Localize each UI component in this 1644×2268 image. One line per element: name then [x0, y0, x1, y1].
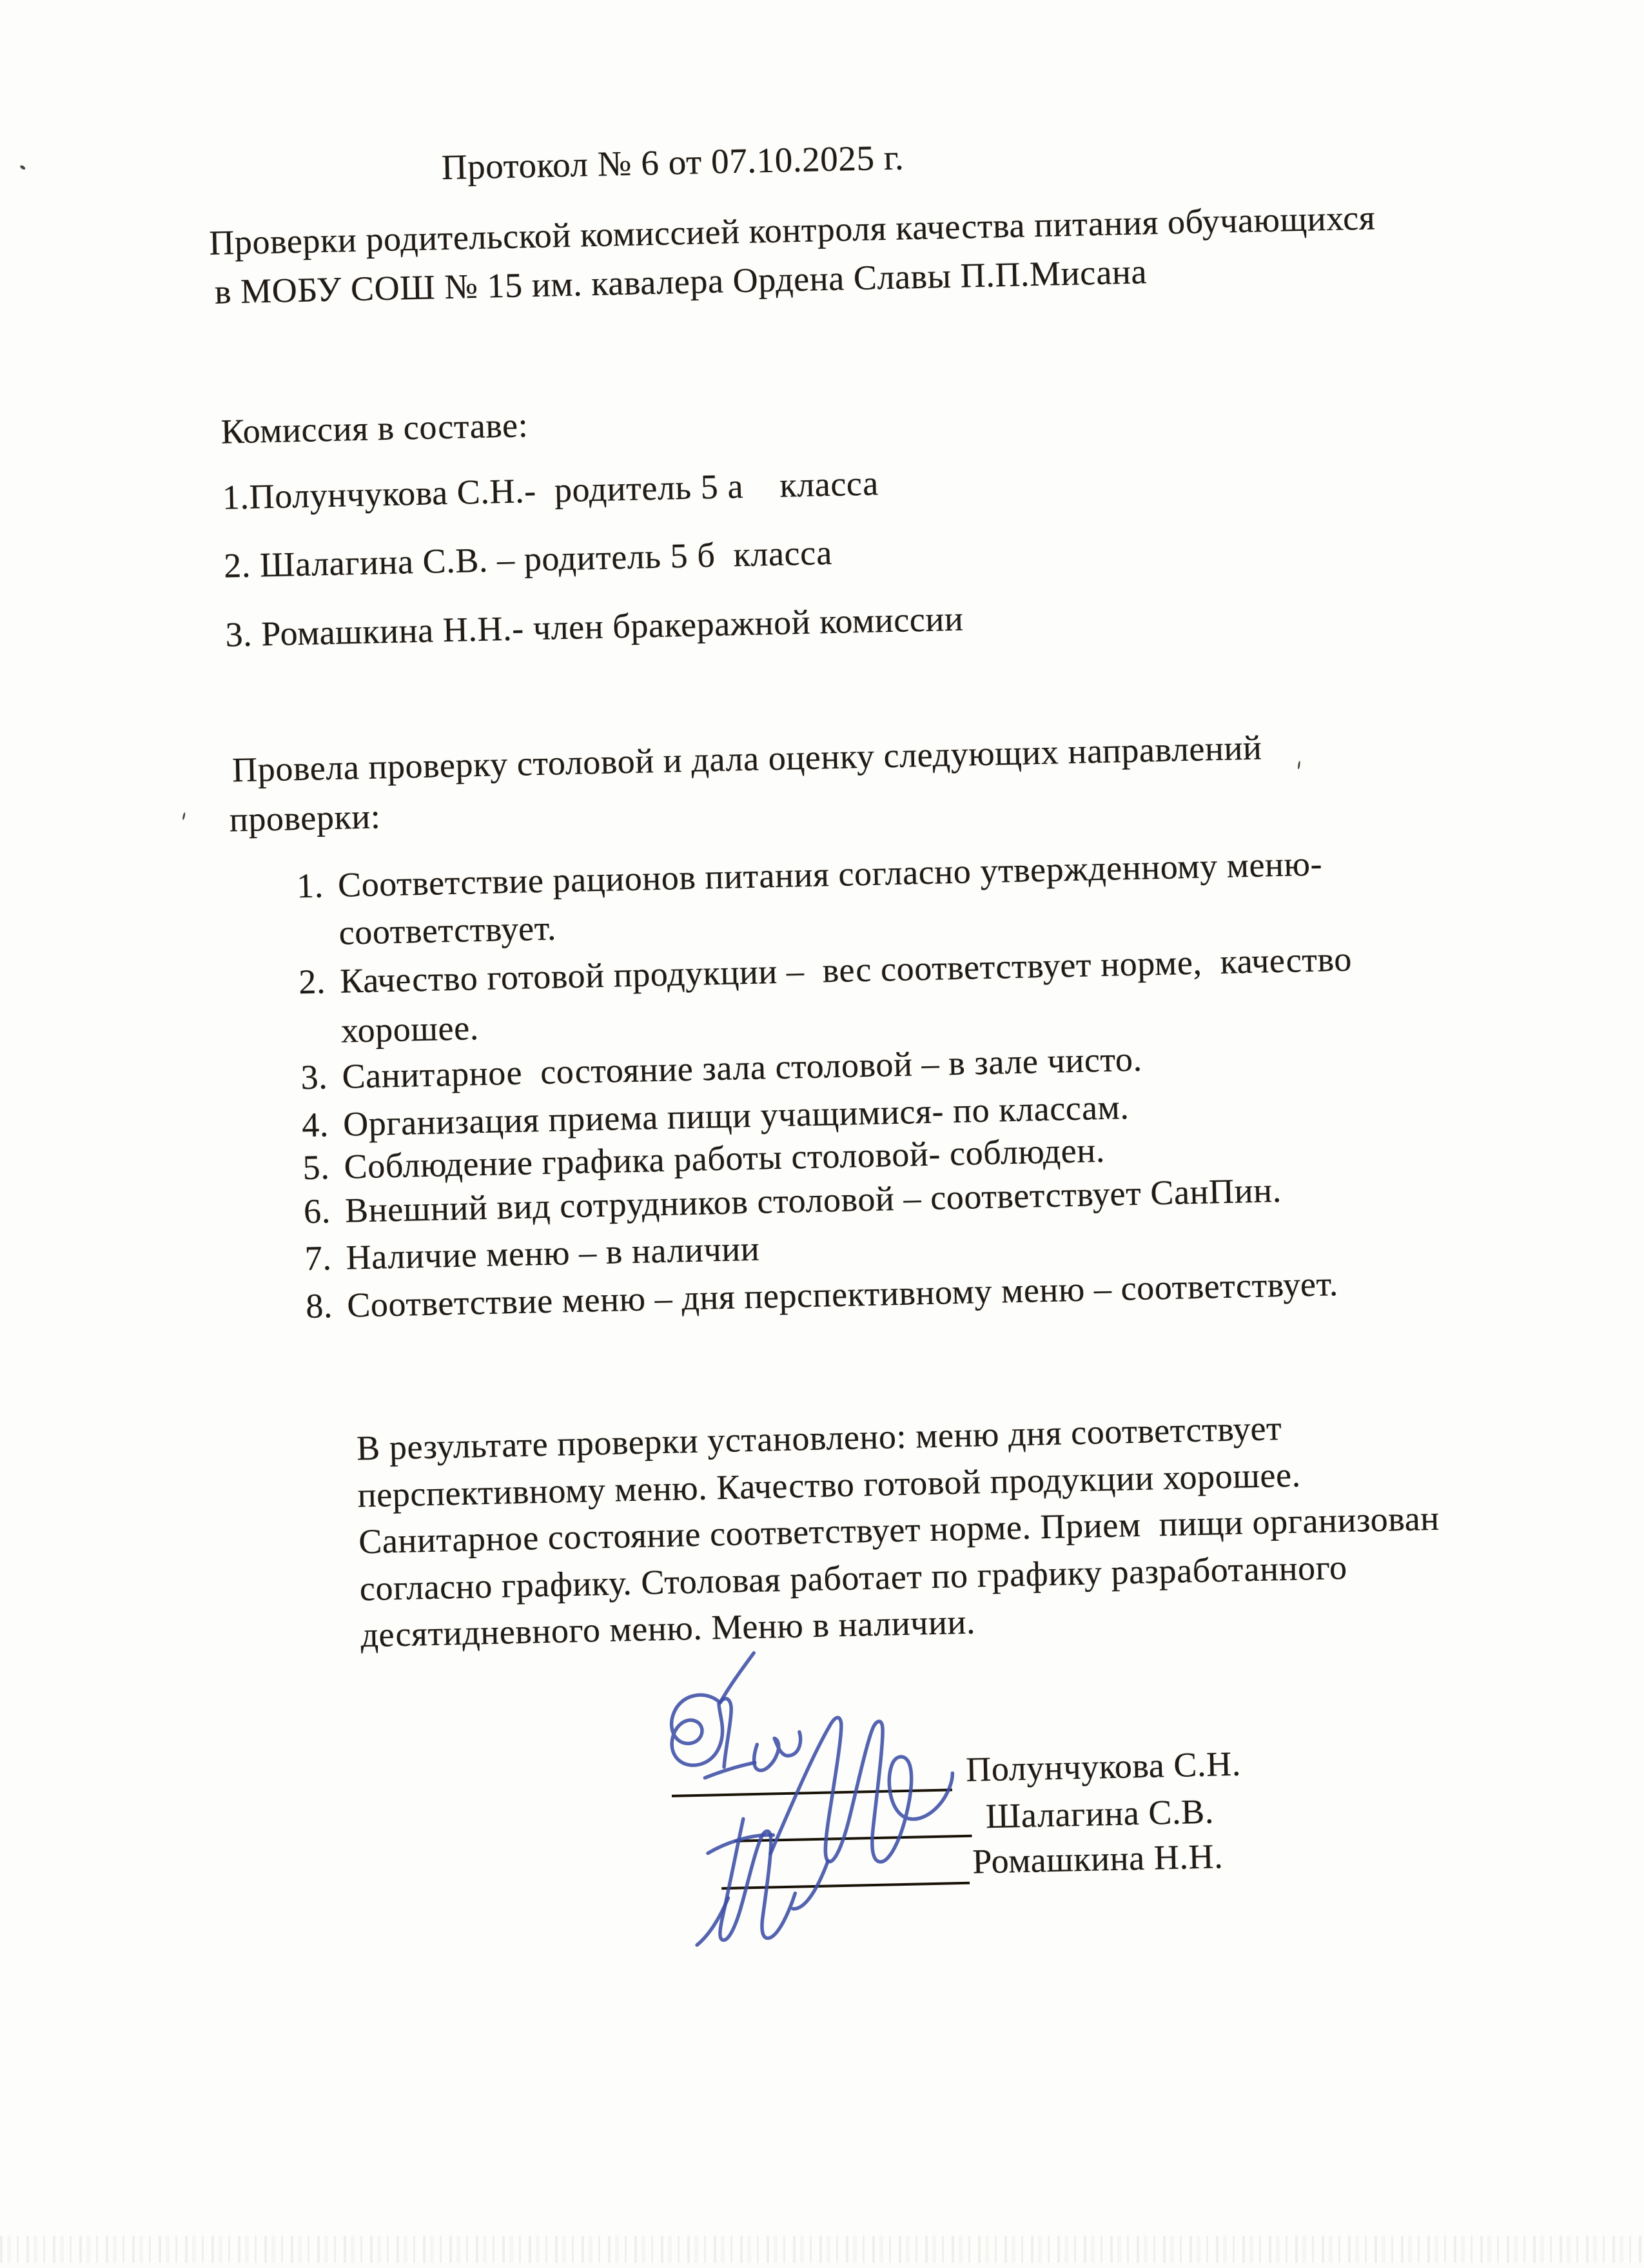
checklist-item-2-number: 2. — [298, 962, 326, 1002]
signature-name-1: Полунчукова С.Н. — [965, 1744, 1242, 1789]
checklist-item-5-number: 5. — [302, 1148, 330, 1188]
checklist-item-1-text: Соответствие рационов питания согласно утвержденному меню- — [337, 844, 1323, 904]
commission-member-3: 3. Ромашкина Н.Н.- член бракеражной комиссии — [224, 599, 964, 654]
checklist-item-5-text: Соблюдение графика работы столовой- соблюден. — [343, 1130, 1106, 1186]
checklist-item-6-text: Внешний вид сотрудников столовой – соответствует СанПин. — [344, 1170, 1282, 1230]
conclusion-line-1: В результате проверки установлено: меню дня соответствует — [356, 1409, 1282, 1468]
checklist-item-1-wrap: соответствует. — [338, 908, 557, 952]
commission-member-2: 2. Шалагина С.В. – родитель 5 б класса — [223, 533, 833, 585]
conclusion-line-3: Санитарное состояние соответствует норме. Прием пищи организован — [358, 1498, 1440, 1561]
checklist-item-7-text: Наличие меню – в наличии — [346, 1229, 760, 1277]
checklist-item-8-text: Соответствие меню – дня перспективному меню – соответствует. — [346, 1264, 1339, 1325]
document-subtitle-line-2: в МОБУ СОШ № 15 им. кавалера Ордена Славы П.П.Мисана — [214, 252, 1148, 311]
scan-speck-1 — [19, 164, 26, 170]
commission-member-1: 1.Полунчукова С.Н.- родитель 5 а класса — [222, 464, 879, 517]
checklist-item-2 — [298, 939, 1353, 1002]
checklist-item-3-number: 3. — [300, 1057, 328, 1097]
scanner-edge-noise — [0, 2236, 1644, 2263]
checklist-item-4-number: 4. — [301, 1105, 329, 1145]
checklist-item-3-text: Санитарное состояние зала столовой – в зале чисто. — [341, 1039, 1143, 1096]
document-title: Протокол № 6 от 07.10.2025 г. — [441, 137, 905, 188]
scan-speck-3 — [1297, 761, 1300, 769]
signature-name-2: Шалагина С.В. — [985, 1792, 1215, 1836]
checklist-item-7 — [304, 1231, 760, 1276]
signature-name-3: Ромашкина Н.Н. — [972, 1837, 1224, 1881]
conclusion-line-4: согласно графику. Столовая работает по графику разработанного — [359, 1547, 1348, 1608]
inspection-intro-line-1: Провела проверку столовой и дала оценку следующих направлений — [231, 728, 1263, 790]
checklist-item-3 — [300, 1039, 1143, 1097]
checklist-item-2-wrap: хорошее. — [340, 1008, 480, 1050]
checklist-item-6-number: 6. — [303, 1191, 331, 1231]
scan-speck-2 — [182, 812, 186, 820]
checklist-item-7-number: 7. — [304, 1238, 333, 1278]
document-subtitle-line-1: Проверки родительской комиссией контроля качества питания обучающихся — [208, 198, 1376, 262]
checklist-item-1-number: 1. — [296, 866, 324, 906]
conclusion-line-2: перспективному меню. Качество готовой продукции хорошее. — [357, 1455, 1302, 1515]
checklist-item-1 — [296, 844, 1323, 906]
checklist-item-8 — [306, 1266, 1339, 1324]
checklist-item-2-text: Качество готовой продукции – вес соответствует норме, качество — [339, 939, 1353, 1001]
checklist-item-8-number: 8. — [305, 1286, 333, 1326]
inspection-intro-line-2: проверки: — [229, 797, 382, 839]
conclusion-line-5: десятидневного меню. Меню в наличии. — [360, 1602, 976, 1655]
commission-heading: Комиссия в составе: — [220, 406, 529, 451]
handwritten-signature-3-scribble — [687, 1810, 857, 1953]
checklist-item-4-text: Организация приема пищи учащимися- по классам. — [342, 1088, 1130, 1144]
